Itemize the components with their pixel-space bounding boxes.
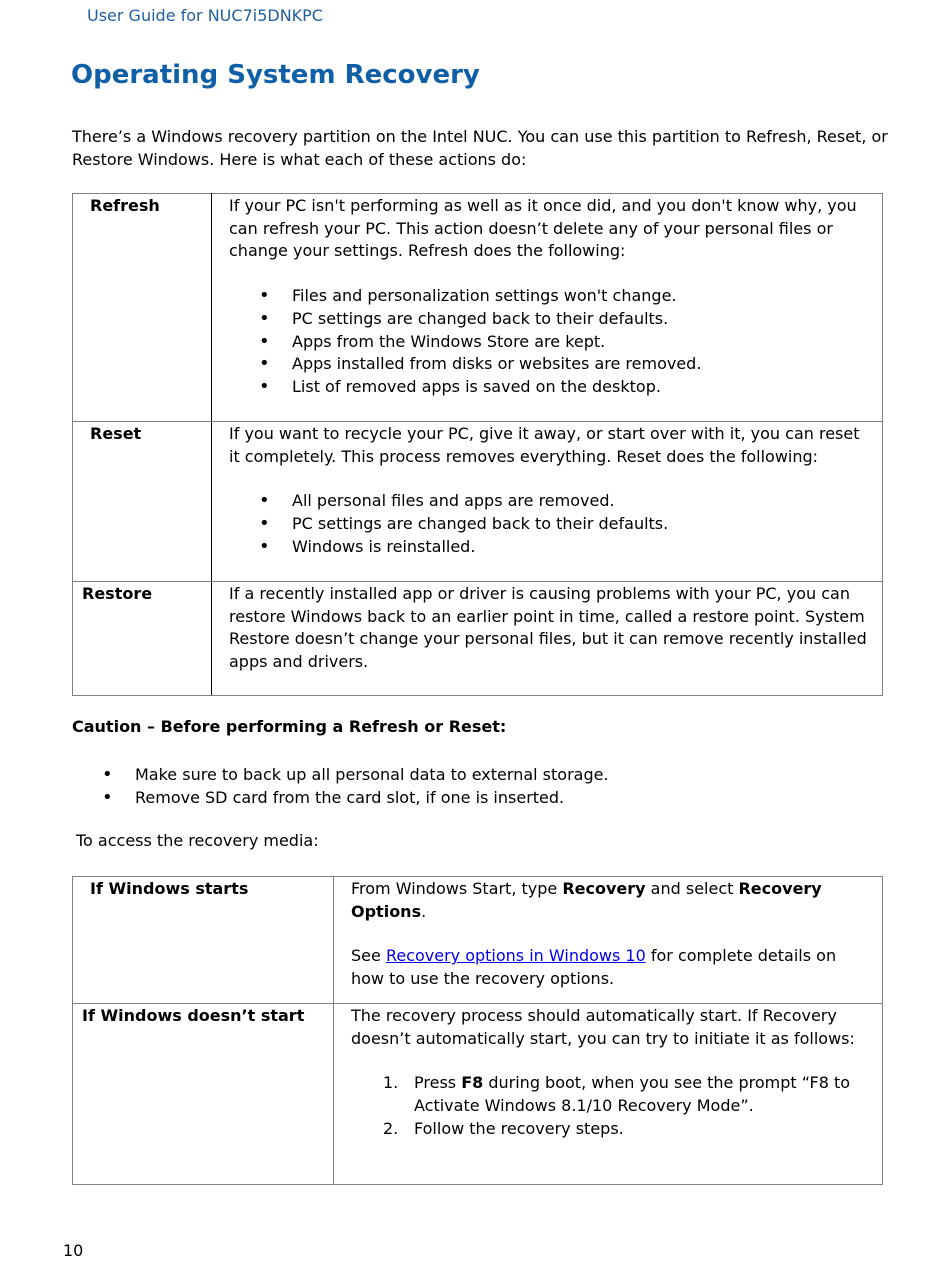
list-item: • Apps from the Windows Store are kept. (292, 331, 874, 354)
list-item: • PC settings are changed back to their defaults. (292, 308, 874, 331)
list-item: • Make sure to back up all personal data to external storage. (135, 763, 950, 786)
list-item: • Apps installed from disks or websites are removed. (292, 353, 874, 376)
starts-see-also (351, 945, 874, 990)
text: From Windows Start, type (351, 879, 563, 898)
condition-label: If Windows doesn’t start (82, 1005, 305, 1025)
intro-line-2: Restore Windows. Here is what each of these actions do: (72, 150, 527, 169)
table-row-windows-starts (73, 877, 883, 1004)
list-item: • List of removed apps is saved on the desktop. (292, 376, 874, 399)
desc-cell-restore (212, 582, 883, 696)
list-item: • All personal files and apps are removed. (292, 490, 874, 513)
page-title: Operating System Recovery (71, 60, 480, 90)
recovery-steps-list (351, 1072, 874, 1140)
condition-label: If Windows starts (90, 879, 249, 898)
list-item: • Windows is reinstalled. (292, 536, 874, 559)
caution-list (72, 763, 950, 809)
text: Follow the recovery steps. (414, 1118, 624, 1138)
text: . (421, 901, 427, 921)
list-item: • PC settings are changed back to their defaults. (292, 513, 874, 536)
recovery-options-link[interactable]: Recovery options in Windows 10 (385, 946, 646, 966)
caution-heading: Caution – Before performing a Refresh or Reset: (72, 717, 507, 736)
text: See (351, 946, 386, 966)
reset-description: If you want to recycle your PC, give it away, or start over with it, you can reset it completely. This process removes everything. Reset does the following: (229, 424, 860, 466)
table-row-reset (73, 422, 883, 582)
desc-cell-reset (212, 422, 883, 582)
label-cell-starts (73, 877, 334, 1004)
table-row-windows-not-starts (73, 1003, 883, 1184)
desc-cell-refresh (212, 194, 883, 422)
recovery-actions-table (72, 193, 883, 696)
not-starts-description: The recovery process should automatically start. If Recovery doesn’t automatically start, you can try to initiate it as follows: (351, 1005, 855, 1048)
restore-description: If a recently installed app or driver is causing problems with your PC, you can restore Windows back to an earlier point in time, called a restore point. System Restore doesn’t change your personal files, but it can remove recently installed apps and drivers. (229, 584, 867, 672)
starts-instruction (351, 878, 874, 923)
label-cell-not-starts (73, 1003, 334, 1184)
text: for complete details on how to use the recovery options. (351, 946, 837, 989)
list-item (383, 1072, 874, 1117)
label-cell-refresh (73, 194, 212, 422)
list-item: • Remove SD card from the card slot, if one is inserted. (135, 786, 950, 809)
page-number: 10 (63, 1241, 84, 1260)
running-header: User Guide for NUC7i5DNKPC (87, 6, 323, 25)
list-item (383, 1118, 874, 1141)
action-label: Reset (90, 424, 142, 443)
recovery-term: Recovery (562, 879, 646, 898)
label-cell-restore (73, 582, 212, 696)
table-row-restore (73, 582, 883, 696)
desc-cell-not-starts (334, 1003, 883, 1184)
text: Press (414, 1073, 462, 1093)
step-number: 2. (383, 1118, 399, 1138)
action-label: Refresh (90, 196, 160, 215)
intro-line-1: There’s a Windows recovery partition on the Intel NUC. You can use this partition to Refresh, Reset, or (72, 127, 888, 146)
action-label: Restore (82, 584, 153, 603)
text: during boot, when you see the prompt “F8 to Activate Windows 8.1/10 Recovery Mode”. (414, 1073, 851, 1115)
access-intro: To access the recovery media: (76, 831, 319, 850)
table-row-refresh (73, 194, 883, 422)
list-item: • Files and personalization settings won't change. (292, 285, 874, 308)
desc-cell-starts (334, 877, 883, 1004)
recovery-access-table (72, 876, 883, 1185)
refresh-bullet-list (229, 285, 874, 399)
intro-paragraph (72, 125, 892, 171)
label-cell-reset (73, 422, 212, 582)
reset-bullet-list (229, 490, 874, 558)
recovery-options-term: Recovery Options (351, 879, 822, 921)
refresh-description: If your PC isn't performing as well as it once did, and you don't know why, you can refresh your PC. This action doesn’t delete any of your personal files or change your settings. Refresh does the following: (229, 196, 857, 261)
f8-key: F8 (461, 1073, 484, 1093)
text: and select (645, 879, 739, 898)
step-number: 1. (383, 1073, 399, 1093)
